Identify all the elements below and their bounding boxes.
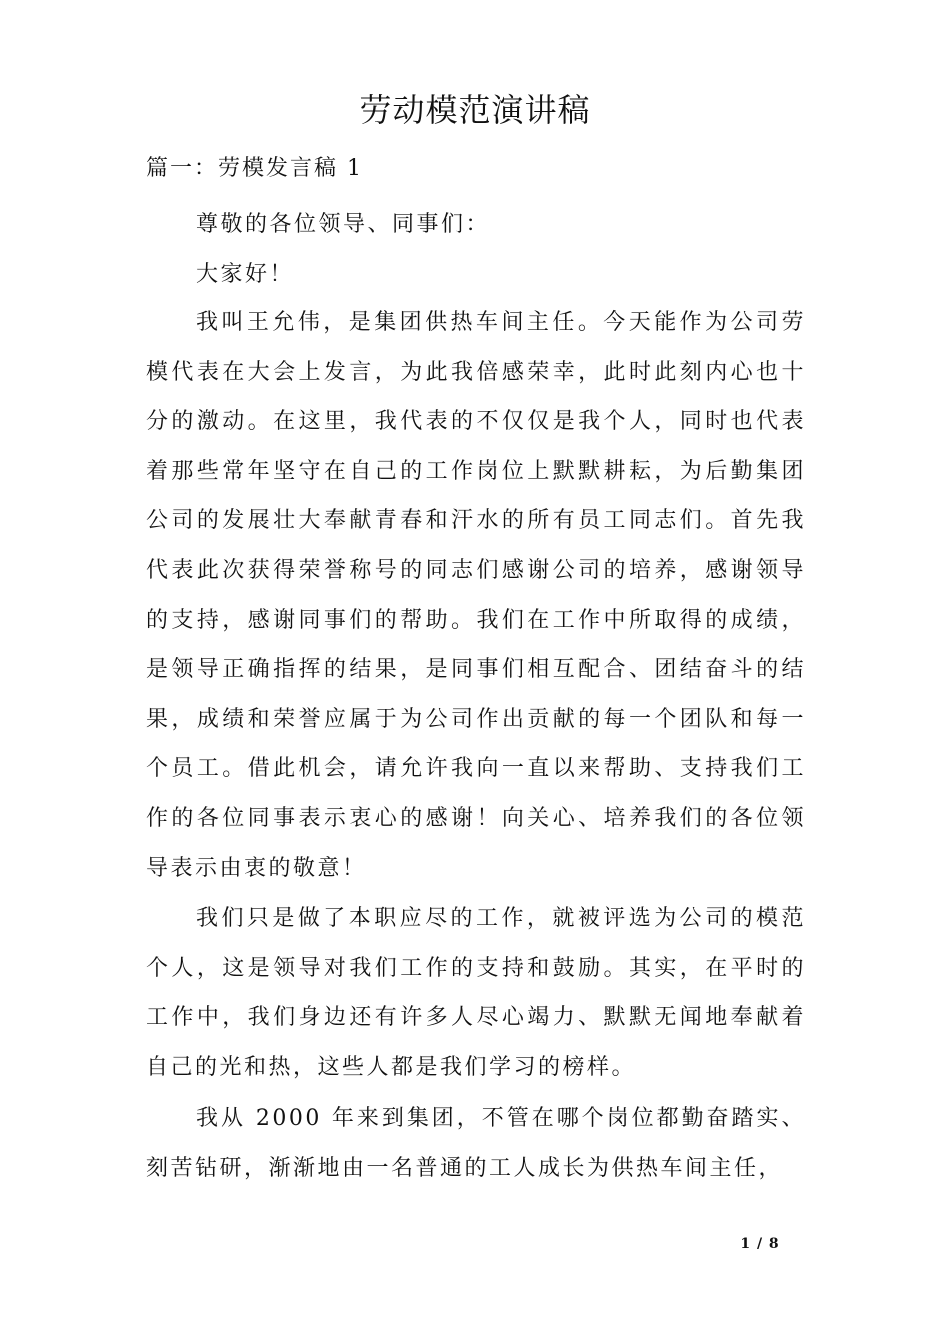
salutation: 尊敬的各位领导、同事们： <box>196 212 491 237</box>
paragraph: 我们只是做了本职应尽的工作，就被评选为公司的模范个人，这是领导对我们工作的支持和鼓励。其实，在平时的工作中，我们身边还有许多人尽心竭力、默默无闻地奉献着自己的光和热，这些人都是我们学习的榜样。 <box>146 906 806 1080</box>
greeting: 大家好！ <box>196 262 295 287</box>
page-number: 1 / 8 <box>740 1236 780 1252</box>
section-heading: 篇一：劳模发言稿 1 <box>146 156 363 181</box>
paragraph: 我叫王允伟，是集团供热车间主任。今天能作为公司劳模代表在大会上发言，为此我倍感荣幸，此时此刻内心也十分的激动。在这里，我代表的不仅仅是我个人，同时也代表着那些常年坚守在自己的工作岗位上默默耕耘，为后勤集团公司的发展壮大奉献青春和汗水的所有员工同志们。首先我代表此次获得荣誉称号的同志们感谢公司的培养，感谢领导的支持，感谢同事们的帮助。我们在工作中所取得的成绩，是领导正确指挥的结果，是同事们相互配合、团结奋斗的结果，成绩和荣誉应属于为公司作出贡献的每一个团队和每一个员工。借此机会，请允许我向一直以来帮助、支持我们工作的各位同事表示衷心的感谢！向关心、培养我们的各位领导表示由衷的敬意！ <box>146 310 806 881</box>
document-title: 劳动模范演讲稿 <box>359 91 591 129</box>
paragraph: 我从 2000 年来到集团，不管在哪个岗位都勤奋踏实、刻苦钻研，渐渐地由一名普通的工人成长为供热车间主任， <box>146 1106 806 1181</box>
